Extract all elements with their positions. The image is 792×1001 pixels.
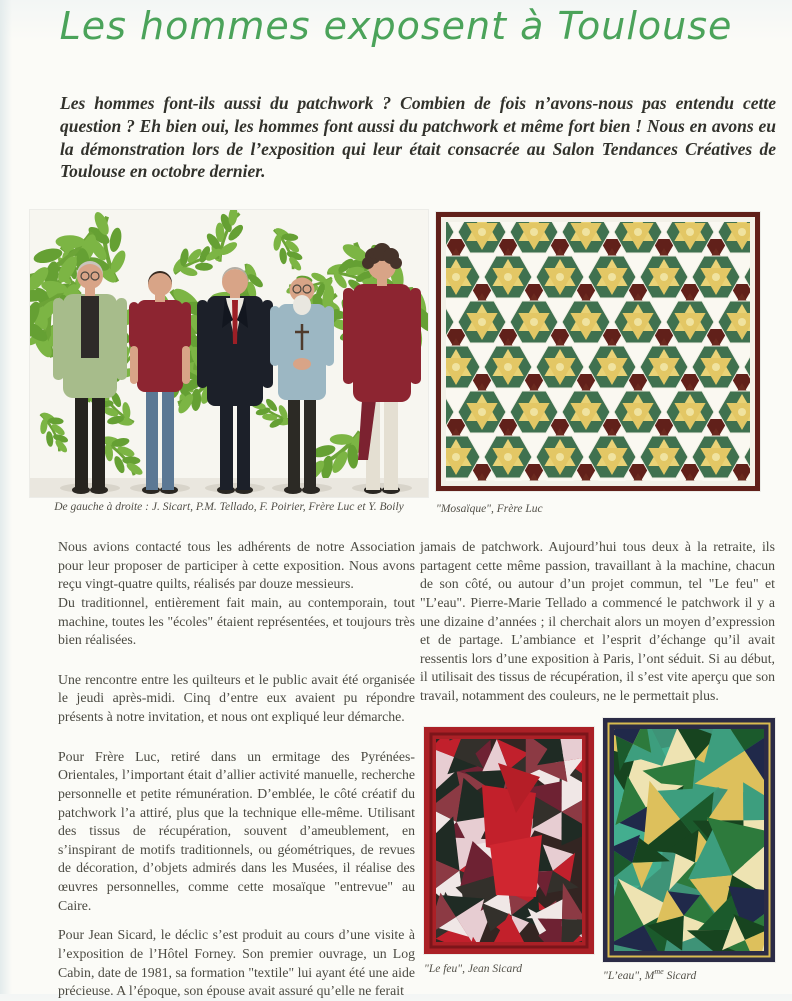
intro-paragraph: Les hommes font-ils aussi du patchwork ? Combien de fois n’avons-nous pas entendu cette question ? Eh bien oui, les hommes font aussi du patchwork et même fort bien ! Nous en avons eu la démonstration lors de l’exposition qui leur était consacrée au Salon Tendances Créatives de Toulouse en octobre dernier. [60,93,776,182]
quilt-feu-caption: "Le feu", Jean Sicard [424,963,523,975]
quilt-feu-illustration [424,727,594,954]
caption-text: "L’eau", M [603,969,655,982]
group-photo [30,210,428,497]
page-title: Les hommes exposent à Toulouse [59,4,733,48]
paragraph: jamais de patchwork. Aujourd’hui tous deux à la retraite, ils partagent cette même passion, travaillant à la machine, chacun de son côté, ou autour d’un projet commun, tel "Le feu" et "L’eau". Pierre-Marie Tellado a commencé le patchwork il y a une dizaine d’années ; il cherchait alors un moyen d’expression et de partage. L’ambiance et l’esprit d’échange qu’il avait ressentis lors d’une exposition à Paris, l’ont séduit. Si au début, il utilisait des tissus de récupération, il s’est vite aperçu que son travail, notamment des couleurs, ne le permettait plus. [420,539,775,703]
quilt-feu-photo [424,727,594,954]
quilt-mosaique-caption: "Mosaïque", Frère Luc [436,503,543,515]
article-column-right [420,538,775,706]
quilt-mosaique-illustration [436,212,760,491]
quilt-eau-photo [603,718,775,962]
paragraph: Une rencontre entre les quilteurs et le public avait été organisée le jeudi après-midi. Cinq d’entre eux avaient pu répondre présents à notre invitation, et nous ont expliqué leur démarche. [58,671,415,724]
paragraph: Du traditionnel, entièrement fait main, au contemporain, tout machine, toutes les "écoles" étaient représentées, et toujours très bien réalisées. [58,594,415,648]
quilt-eau-illustration [603,718,775,962]
caption-text: Sicard [663,969,697,982]
article-column-left [58,538,415,1001]
caption-superscript: me [654,967,664,976]
quilt-mosaique-photo [436,212,760,491]
quilt-eau-caption [603,967,775,984]
group-photo-illustration [30,210,428,497]
scan-edge [0,0,12,994]
group-photo-caption: De gauche à droite : J. Sicart, P.M. Tellado, F. Poirier, Frère Luc et Y. Boily [54,501,404,513]
paragraph: Pour Jean Sicard, le déclic s’est produit au cours d’une visite à l’exposition de l’Hôtel Forney. Son premier ouvrage, un Log Cabin, date de 1981, sa formation "textile" lui ayant été une aide précieuse. A l’époque, son épouse avait assuré qu’elle ne ferait [58,927,415,999]
paragraph: Nous avions contacté tous les adhérents de notre Association pour leur proposer de participer à cette exposition. Nous avons reçu vingt-quatre quilts, réalisés par douze messieurs. [58,539,415,592]
paragraph: Pour Frère Luc, retiré dans un ermitage des Pyrénées-Orientales, l’important était d’allier activité manuelle, recherche personnelle et petite rémunération. D’emblée, le côté créatif du patchwork l’a attiré, plus que la technique elle-même. Utilisant des tissus de récupération, souvent d’ameublement, en s’inspirant de motifs traditionnels, ou géométriques, de revues de décoration, d’objets admirés dans les Musées, il réalise des œuvres personnelles, comme cette mosaïque "entrevue" au Caire. [58,748,415,913]
